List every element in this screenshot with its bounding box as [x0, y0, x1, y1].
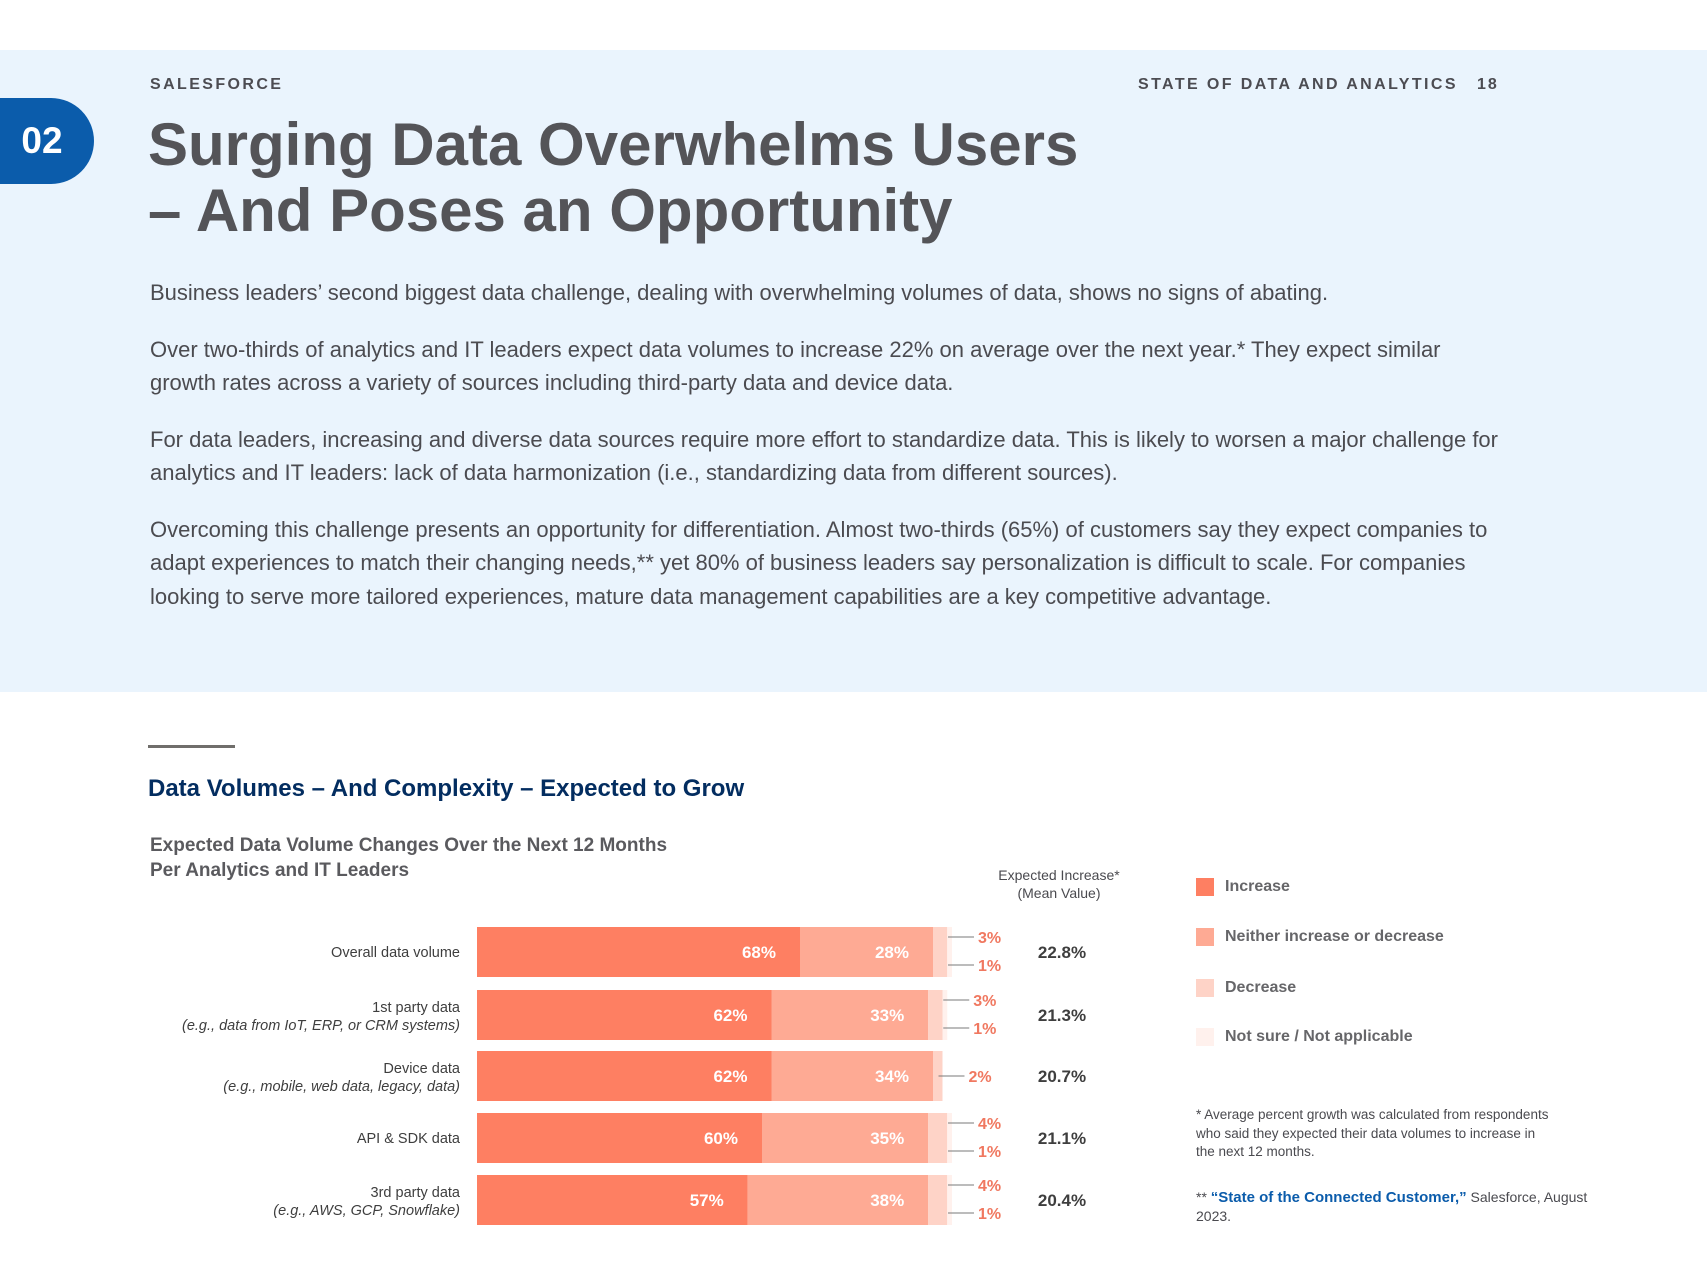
section-number: 02: [21, 120, 63, 161]
legend-item-decrease: [1196, 978, 1536, 998]
legend-label: Not sure / Not applicable: [1225, 1028, 1413, 1045]
bar-value-label: 38%: [870, 1191, 905, 1210]
category-sublabel: (e.g., data from IoT, ERP, or CRM systems): [182, 1018, 460, 1034]
expected-header-line-2: (Mean Value): [1017, 885, 1101, 901]
callout-value-label: 1%: [978, 1206, 1002, 1223]
bar-value-label: 34%: [874, 1067, 909, 1086]
legend-item-not-sure: [1196, 1027, 1536, 1047]
bar-segment: [928, 1113, 947, 1163]
callout-value-label: 4%: [978, 1116, 1002, 1133]
bar-value-label: 35%: [870, 1129, 905, 1148]
legend-label: Decrease: [1225, 979, 1297, 996]
callout-value-label: 1%: [978, 958, 1002, 975]
source-prefix: **: [1196, 1189, 1211, 1205]
chart-subtitle-line-2: Per Analytics and IT Leaders: [150, 860, 410, 881]
bar-segment: [800, 927, 933, 977]
source-link[interactable]: “State of the Connected Customer,”: [1210, 1189, 1467, 1206]
category-label: 3rd party data: [370, 1185, 460, 1201]
paragraph: Business leaders’ second biggest data challenge, dealing with overwhelming volumes of data, shows no signs of abating.: [150, 280, 1329, 305]
paragraph: Overcoming this challenge presents an opportunity for differentiation. Almost two-thirds (65%) of customers say they expect companies to adapt experiences to match their changing needs,** yet 80% of business leaders say personalization is difficult to scale. For companies looking to serve more tailored experiences, mature data management capabilities are a key competitive advantage.: [150, 516, 1488, 609]
expected-increase-value: 21.1%: [1037, 1129, 1087, 1148]
expected-increase-value: 20.7%: [1037, 1067, 1087, 1086]
footnote: * Average percent growth was calculated from respondents who said they expected their data volumes to increase in the next 12 months.: [1196, 1107, 1549, 1159]
legend-swatch: [1196, 1028, 1214, 1046]
legend-label: Neither increase or decrease: [1225, 928, 1444, 945]
chart-heading: Data Volumes – And Complexity – Expected to Grow: [148, 775, 745, 802]
callout-value-label: 3%: [973, 993, 997, 1010]
expected-increase-value: 20.4%: [1037, 1191, 1087, 1210]
legend-swatch: [1196, 928, 1214, 946]
bar-value-label: 28%: [874, 943, 909, 962]
bar-segment: [928, 1175, 947, 1225]
callout-value-label: 4%: [978, 1178, 1002, 1195]
bar-value-label: 62%: [713, 1006, 748, 1025]
bar-segment: [772, 990, 929, 1040]
expected-increase-value: 22.8%: [1037, 943, 1087, 962]
bar-value-label: 60%: [703, 1129, 738, 1148]
page-number: 18: [1477, 76, 1499, 93]
bar-segment: [928, 990, 942, 1040]
category-sublabel: (e.g., AWS, GCP, Snowflake): [273, 1203, 460, 1219]
legend-label: Increase: [1225, 878, 1290, 895]
bar-value-label: 57%: [689, 1191, 724, 1210]
bar-segment: [943, 990, 948, 1040]
callout-value-label: 1%: [973, 1021, 997, 1038]
legend-item-neither: [1196, 927, 1536, 947]
legend-swatch: [1196, 979, 1214, 997]
category-label: Overall data volume: [331, 945, 460, 961]
bar-segment: [947, 1113, 952, 1163]
category-label: API & SDK data: [356, 1131, 460, 1147]
callout-value-label: 1%: [978, 1144, 1002, 1161]
bar-value-label: 68%: [741, 943, 776, 962]
legend-swatch: [1196, 878, 1214, 896]
headline-line-2: – And Poses an Opportunity: [148, 177, 953, 244]
callout-value-label: 3%: [978, 930, 1002, 947]
bar-value-label: 33%: [870, 1006, 905, 1025]
brand-name: SALESFORCE: [150, 76, 284, 93]
expected-header-line-1: Expected Increase*: [998, 867, 1120, 883]
bar-value-label: 62%: [713, 1067, 748, 1086]
bar-segment: [947, 1175, 952, 1225]
category-label: 1st party data: [372, 1000, 460, 1016]
paragraph: Over two-thirds of analytics and IT leaders expect data volumes to increase 22% on average over the next year.* They expect similar growth rates across a variety of sources including third-party data and device data.: [150, 336, 1441, 395]
paragraph: For data leaders, increasing and diverse data sources require more effort to standardize data. This is likely to worsen a major challenge for analytics and IT leaders: lack of data harmonization (i.e., standardizing data from different sources).: [150, 426, 1498, 485]
callout-value-label: 2%: [968, 1069, 992, 1086]
headline-line-1: Surging Data Overwhelms Users: [148, 111, 1079, 178]
bar-segment: [933, 927, 947, 977]
source-citation: [1196, 1188, 1596, 1226]
bar-segment: [947, 927, 952, 977]
category-sublabel: (e.g., mobile, web data, legacy, data): [223, 1079, 460, 1095]
source-suffix: Salesforce, August 2023.: [1196, 1189, 1588, 1224]
legend-item-increase: [1196, 877, 1536, 897]
expected-increase-value: 21.3%: [1037, 1006, 1087, 1025]
chart-subtitle-line-1: Expected Data Volume Changes Over the Next 12 Months: [150, 835, 668, 856]
category-label: Device data: [383, 1061, 460, 1077]
report-title: STATE OF DATA AND ANALYTICS: [1138, 76, 1458, 93]
